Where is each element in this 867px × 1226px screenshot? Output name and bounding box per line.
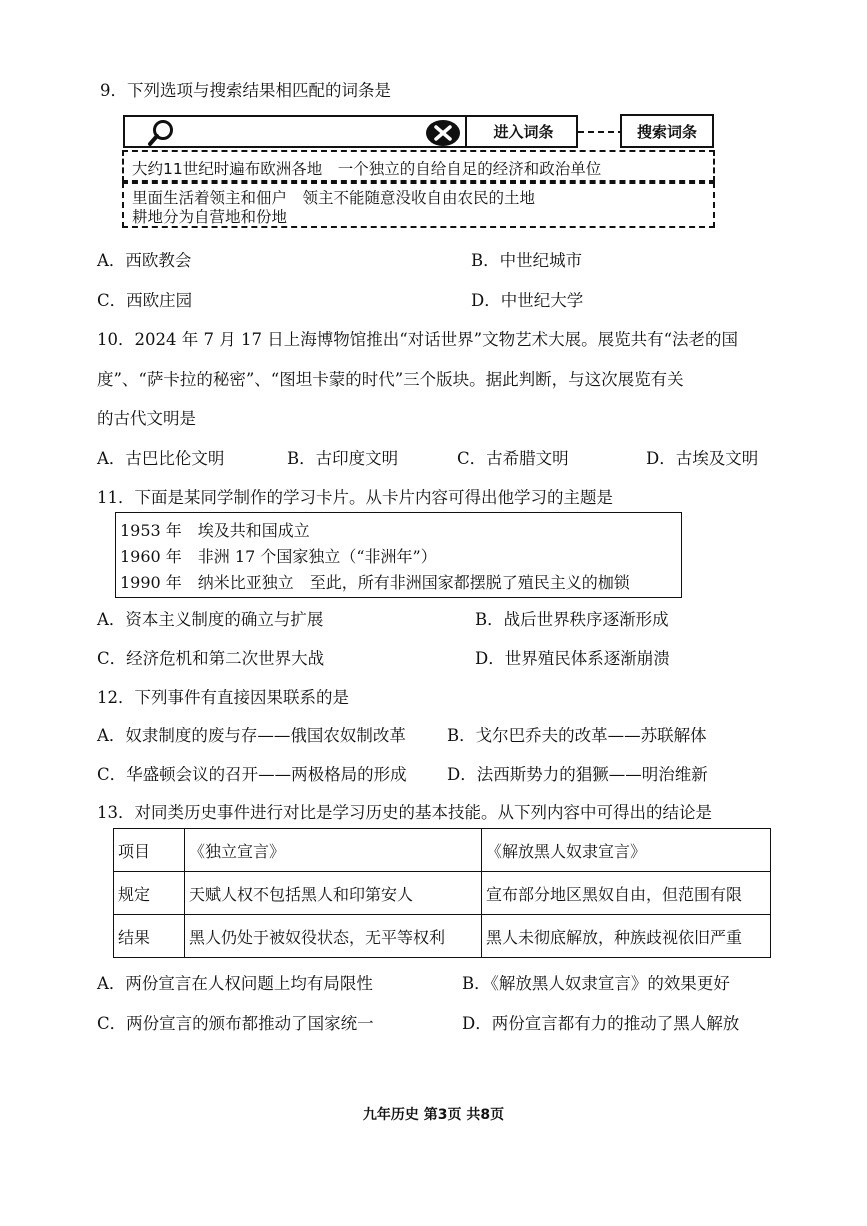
q12-option-a: A．奴隶制度的废与存——俄国农奴制改革	[97, 726, 406, 745]
q11-option-c: C．经济危机和第二次世界大战	[97, 649, 325, 668]
q9-option-a: A．西欧教会	[97, 251, 192, 270]
study-card	[115, 512, 682, 598]
search-entry-button[interactable]: 搜索词条	[620, 114, 714, 148]
q12-option-c: C．华盛顿会议的召开——两极格局的形成	[97, 765, 407, 784]
q10-stem-line-2: 度”、“萨卡拉的秘密”、“图坦卡蒙的时代”三个版块。据此判断，与这次展览有关	[97, 370, 684, 389]
search-result-row-2	[122, 182, 715, 228]
card-line: 1953 年 埃及共和国成立	[120, 521, 310, 540]
q10-stem-line-3: 的古代文明是	[97, 409, 196, 428]
card-line: 1960 年 非洲 17 个国家独立（“非洲年”）	[120, 547, 437, 566]
q11-option-d: D．世界殖民体系逐渐崩溃	[475, 649, 670, 668]
q10-option-b: B．古印度文明	[287, 449, 399, 468]
q13-option-b: B．《解放黑人奴隶宣言》的效果更好	[462, 974, 730, 993]
table-cell: 《独立宣言》	[185, 829, 482, 872]
enter-entry-button[interactable]: 进入词条	[465, 115, 580, 148]
table-cell: 天赋人权不包括黑人和印第安人	[185, 872, 482, 915]
table-cell: 《解放黑人奴隶宣言》	[482, 829, 771, 872]
search-result-row-1	[122, 150, 715, 182]
q11-option-b: B．战后世界秩序逐渐形成	[475, 610, 669, 629]
q10-option-d: D．古埃及文明	[646, 449, 759, 468]
table-cell: 宣布部分地区黑奴自由，但范围有限	[482, 872, 771, 915]
result-text: 里面生活着领主和佃户 领主不能随意没收自由农民的土地	[132, 189, 536, 207]
q12-option-d: D．法西斯势力的猖獗——明治维新	[447, 765, 708, 784]
q10-stem-line-1: 10．2024 年 7 月 17 日上海博物馆推出“对话世界”文物艺术大展。展览共有“法老的国	[97, 330, 739, 349]
q9-option-b: B．中世纪城市	[471, 251, 583, 270]
comparison-table	[113, 828, 771, 958]
clear-icon[interactable]	[425, 119, 461, 147]
result-text: 大约11世纪时遍布欧洲各地 一个独立的自给自足的经济和政治单位	[132, 160, 602, 178]
table-cell: 规定	[114, 872, 185, 915]
q13-option-c: C．两份宣言的颁布都推动了国家统一	[97, 1014, 374, 1033]
result-text: 耕地分为自营地和份地	[132, 208, 288, 226]
q9-option-c: C．西欧庄园	[97, 291, 193, 310]
q13-stem: 13．对同类历史事件进行对比是学习历史的基本技能。从下列内容中可得出的结论是	[97, 803, 712, 822]
q13-option-d: D．两份宣言都有力的推动了黑人解放	[462, 1014, 740, 1033]
q10-option-c: C．古希腊文明	[457, 449, 569, 468]
q12-option-b: B．戈尔巴乔夫的改革——苏联解体	[447, 726, 707, 745]
table-cell: 项目	[114, 829, 185, 872]
search-bar[interactable]	[123, 115, 578, 148]
q12-stem: 12．下列事件有直接因果联系的是	[97, 688, 349, 707]
table-row	[114, 915, 771, 958]
table-cell: 黑人仍处于被奴役状态，无平等权利	[185, 915, 482, 958]
q10-option-a: A．古巴比伦文明	[97, 449, 225, 468]
table-row	[114, 872, 771, 915]
q9-option-d: D．中世纪大学	[471, 291, 584, 310]
q9-stem: 9．下列选项与搜索结果相匹配的词条是	[100, 81, 391, 100]
table-cell: 结果	[114, 915, 185, 958]
q11-option-a: A．资本主义制度的确立与扩展	[97, 610, 324, 629]
page-footer: 九年历史 第3页 共8页	[362, 1107, 505, 1123]
table-row	[114, 829, 771, 872]
search-icon	[147, 119, 175, 147]
table-cell: 黑人未彻底解放，种族歧视依旧严重	[482, 915, 771, 958]
dashed-connector	[578, 131, 624, 133]
q13-option-a: A．两份宣言在人权问题上均有局限性	[97, 974, 373, 993]
card-line: 1990 年 纳米比亚独立 至此，所有非洲国家都摆脱了殖民主义的枷锁	[120, 573, 630, 592]
q11-stem: 11．下面是某同学制作的学习卡片。从卡片内容可得出他学习的主题是	[97, 488, 613, 507]
